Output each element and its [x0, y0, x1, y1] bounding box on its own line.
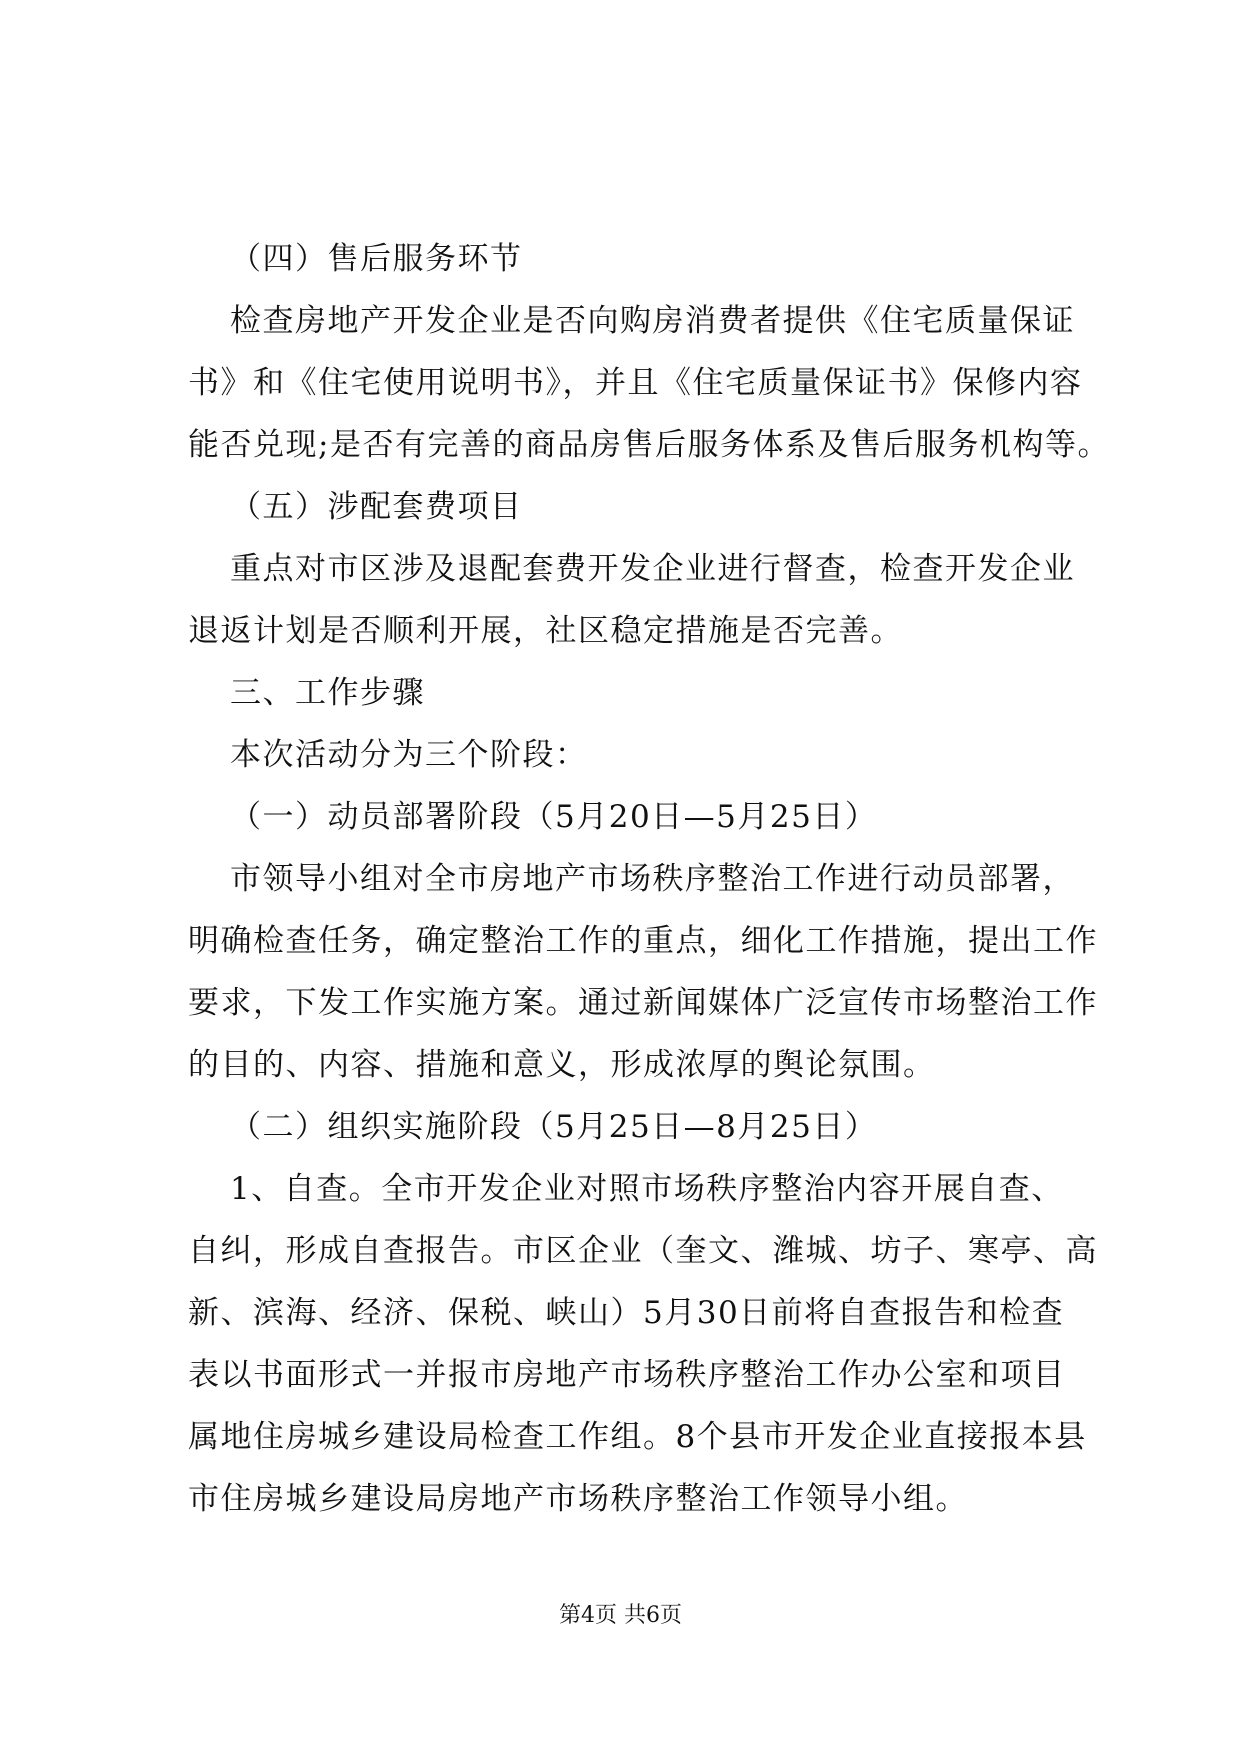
text-line: 能否兑现;是否有完善的商品房售后服务体系及售后服务机构等。	[188, 427, 1110, 463]
text-line: 重点对市区涉及退配套费开发企业进行督查，检查开发企业	[230, 551, 1075, 587]
text-line: （二）组织实施阶段（5月25日—8月25日）	[230, 1109, 878, 1145]
text-line: 属地住房城乡建设局检查工作组。8个县市开发企业直接报本县	[188, 1419, 1087, 1455]
text-line: 自纠，形成自查报告。市区企业（奎文、潍城、坊子、寒亭、高	[188, 1233, 1098, 1269]
text-line: 三、工作步骤	[230, 675, 425, 711]
text-line: 要求，下发工作实施方案。通过新闻媒体广泛宣传市场整治工作	[188, 985, 1098, 1021]
text-line: 市领导小组对全市房地产市场秩序整治工作进行动员部署，	[230, 861, 1075, 897]
text-line: （五）涉配套费项目	[230, 489, 523, 525]
text-line: 的目的、内容、措施和意义，形成浓厚的舆论氛围。	[188, 1047, 936, 1083]
text-line: 市住房城乡建设局房地产市场秩序整治工作领导小组。	[188, 1481, 968, 1517]
text-line: 新、滨海、经济、保税、峡山）5月30日前将自查报告和检查	[188, 1295, 1065, 1331]
text-line: （四）售后服务环节	[230, 241, 523, 277]
text-line: 退返计划是否顺利开展，社区稳定措施是否完善。	[188, 613, 903, 649]
text-line: （一）动员部署阶段（5月20日—5月25日）	[230, 799, 878, 835]
text-line: 表以书面形式一并报市房地产市场秩序整治工作办公室和项目	[188, 1357, 1066, 1393]
text-line: 明确检查任务，确定整治工作的重点，细化工作措施，提出工作	[188, 923, 1098, 959]
text-line: 书》和《住宅使用说明书》，并且《住宅质量保证书》保修内容	[188, 365, 1083, 401]
text-line: 检查房地产开发企业是否向购房消费者提供《住宅质量保证	[230, 303, 1075, 339]
text-line: 1、自查。全市开发企业对照市场秩序整治内容开展自查、	[230, 1171, 1064, 1207]
text-line: 本次活动分为三个阶段：	[230, 737, 588, 773]
document-body	[188, 228, 1110, 1530]
page-number: 第4页 共6页	[559, 1603, 682, 1628]
